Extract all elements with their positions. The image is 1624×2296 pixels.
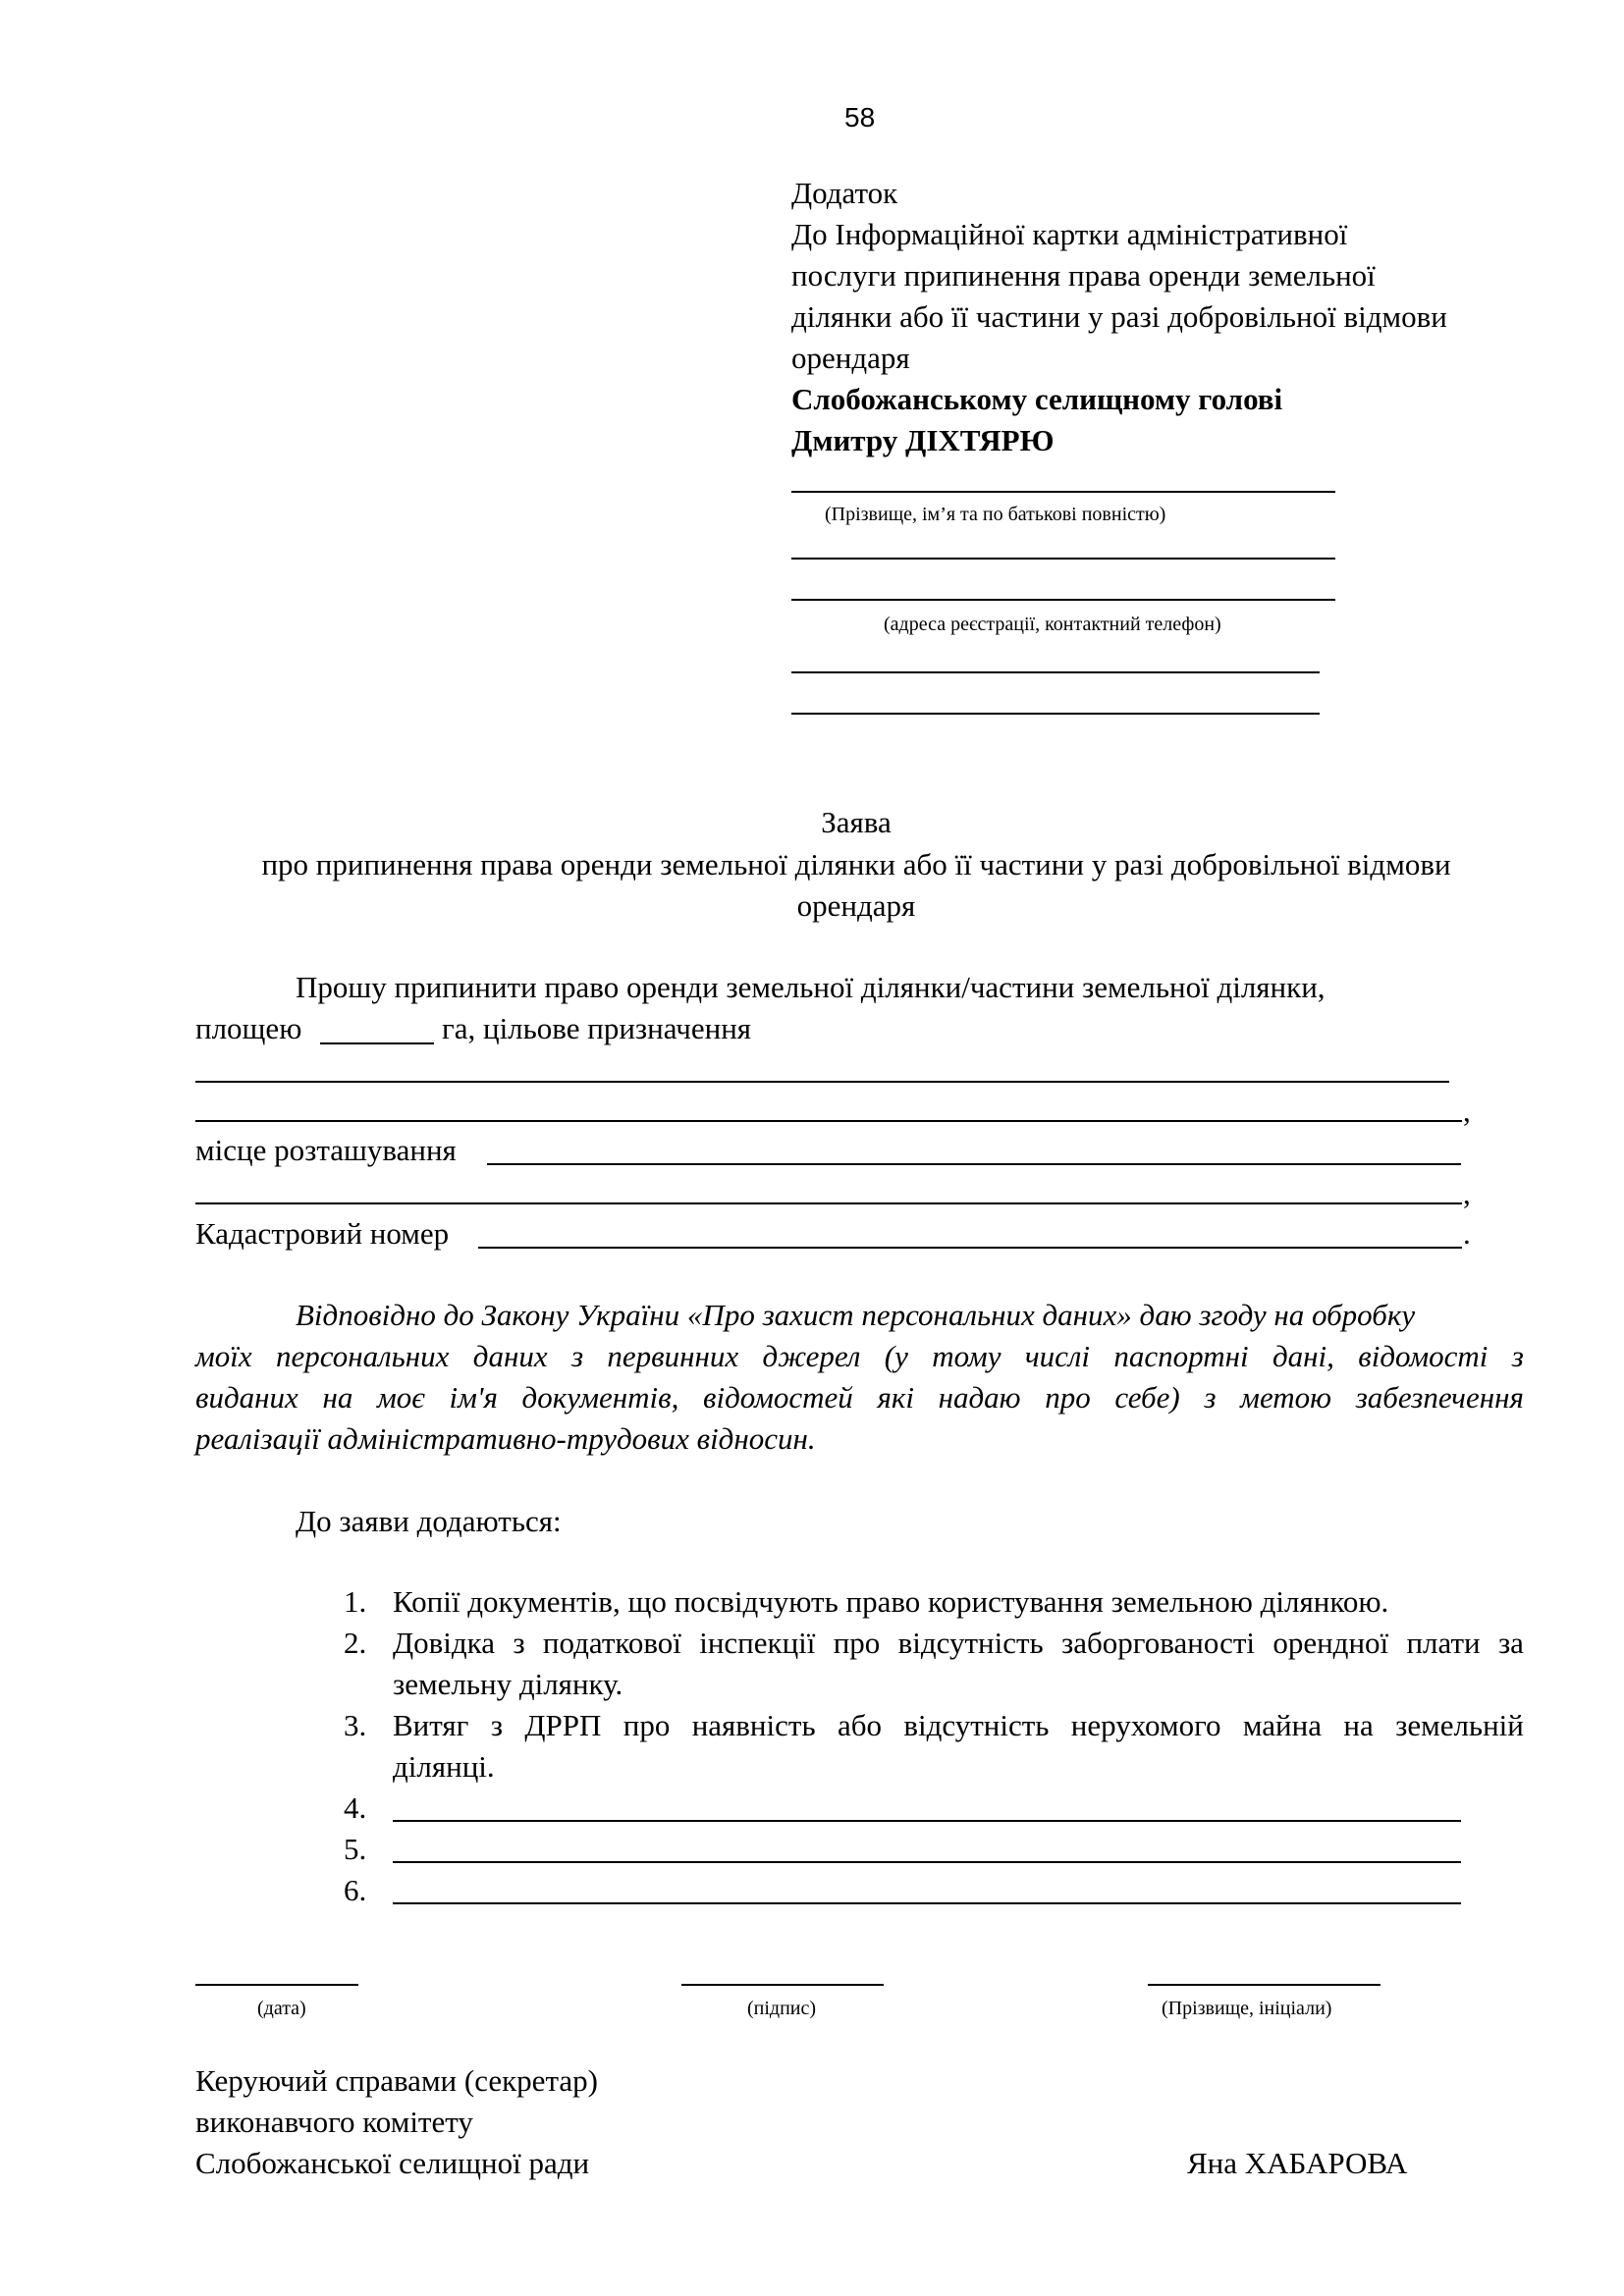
consent-line: моїх персональних даних з первинних джерел (у тому числі паспортні дані, відомості з	[195, 1339, 1524, 1373]
cadastral-label: Кадастровий номер	[195, 1216, 450, 1251]
footer-signatory: Яна ХАБАРОВА	[1187, 2146, 1408, 2180]
applicant-phone-line[interactable]	[791, 671, 1320, 673]
attachment-text: земельну ділянку.	[393, 1667, 623, 1701]
period: .	[1463, 1216, 1471, 1251]
footer-position: Слобожанської селищної ради	[195, 2146, 590, 2180]
addendum-line: До Інформаційної картки адміністративної	[791, 217, 1348, 251]
request-text: Прошу припинити право оренди земельної ділянки/частини земельної ділянки,	[296, 970, 1326, 1004]
attachment-input-line[interactable]	[393, 1861, 1461, 1863]
attachments-heading: До заяви додаються:	[296, 1504, 562, 1538]
area-input-line[interactable]	[320, 1042, 434, 1044]
consent-line: виданих на моє ім'я документів, відомостей які надаю про себе) з метою забезпечення	[195, 1380, 1524, 1415]
applicant-phone-line[interactable]	[791, 713, 1320, 715]
document-title: Заява	[821, 805, 892, 839]
name-caption: (Прізвище, ініціали)	[1162, 1998, 1332, 2019]
signature-caption: (підпис)	[747, 1998, 817, 2019]
applicant-address-caption: (адреса реєстрації, контактний телефон)	[884, 614, 1221, 635]
date-input-line[interactable]	[195, 1984, 358, 1986]
location-input-line[interactable]	[195, 1202, 1462, 1204]
signature-input-line[interactable]	[681, 1984, 884, 1986]
footer-position: Керуючий справами (секретар)	[195, 2063, 598, 2098]
attachment-input-line[interactable]	[393, 1820, 1461, 1822]
attachment-number: 4.	[344, 1790, 367, 1825]
addendum-line: послуги припинення права оренди земельної	[791, 258, 1376, 293]
name-input-line[interactable]	[1148, 1984, 1380, 1986]
applicant-address-line[interactable]	[791, 558, 1335, 560]
consent-line: реалізації адміністративно-трудових відносин.	[195, 1421, 816, 1456]
attachment-number: 2.	[344, 1626, 367, 1660]
footer-position: виконавчого комітету	[195, 2105, 473, 2139]
applicant-name-caption: (Прізвище, ім’я та по батькові повністю)	[825, 504, 1166, 525]
addendum-line: ділянки або її частини у разі добровільної відмови	[791, 299, 1447, 334]
area-label: площею	[195, 1011, 302, 1045]
attachment-number: 3.	[344, 1708, 367, 1742]
comma: ,	[1463, 1176, 1471, 1210]
comma: ,	[1463, 1094, 1471, 1128]
attachment-text: ділянці.	[393, 1749, 495, 1784]
attachment-number: 5.	[344, 1832, 367, 1866]
addendum-line: орендаря	[791, 341, 910, 375]
attachment-number: 6.	[344, 1873, 367, 1907]
attachment-number: 1.	[344, 1584, 367, 1619]
attachment-text: Копії документів, що посвідчують право користування земельною ділянкою.	[393, 1584, 1389, 1619]
recipient-title: Слобожанському селищному голові	[791, 382, 1283, 416]
purpose-input-line[interactable]	[195, 1081, 1449, 1083]
location-input-line[interactable]	[487, 1163, 1461, 1165]
addendum-title: Додаток	[791, 176, 898, 210]
location-label: місце розташування	[195, 1133, 457, 1167]
purpose-input-line[interactable]	[195, 1120, 1462, 1122]
recipient-name: Дмитру ДІХТЯРЮ	[791, 423, 1055, 457]
consent-line: Відповідно до Закону України «Про захист персональних даних» даю згоду на обробку	[296, 1298, 1416, 1332]
attachment-input-line[interactable]	[393, 1902, 1461, 1904]
applicant-name-line[interactable]	[791, 491, 1335, 493]
applicant-address-line[interactable]	[791, 599, 1335, 601]
cadastral-input-line[interactable]	[478, 1247, 1462, 1249]
date-caption: (дата)	[257, 1998, 306, 2019]
document-subtitle: орендаря	[796, 888, 916, 923]
attachment-text: Довідка з податкової інспекції про відсутність заборгованості орендної плати за	[393, 1626, 1524, 1660]
document-subtitle: про припинення права оренди земельної ділянки або її частини у разі добровільної відмови	[261, 847, 1451, 881]
area-unit-label: га, цільове призначення	[442, 1011, 752, 1045]
attachment-text: Витяг з ДРРП про наявність або відсутність нерухомого майна на земельній	[393, 1708, 1524, 1742]
page-number: 58	[844, 102, 876, 133]
